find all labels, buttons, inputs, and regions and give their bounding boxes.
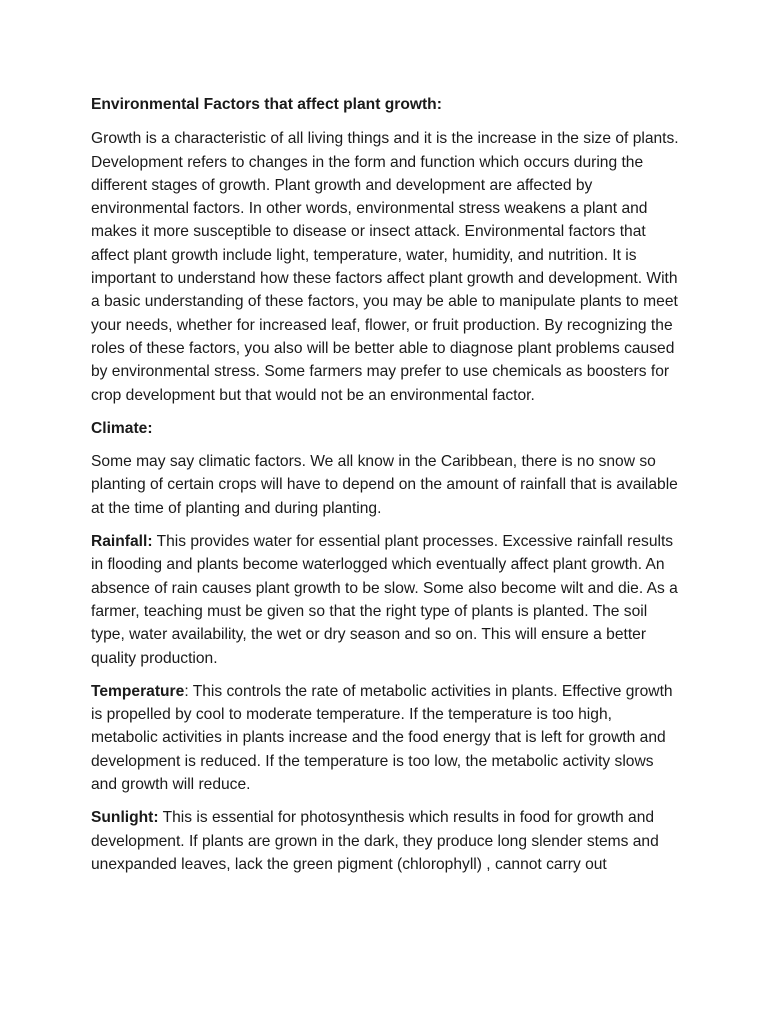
document-page [91,93,681,876]
climate-paragraph: Some may say climatic factors. We all know in the Caribbean, there is no snow so planting of certain crops will have to depend on the amount of rainfall that is available at the time of planting and during planting. [91,453,678,517]
rainfall-text: This provides water for essential plant processes. Excessive rainfall results in flooding and plants become waterlogged which eventually affect plant growth. An absence of rain causes plant growth to be slow. Some also become wilt and die. As a farmer, teaching must be given so that the right type of plants is planted. The soil type, water availability, the wet or dry season and so on. This will ensure a better quality production. [91,533,678,667]
temperature-paragraph [91,680,681,796]
climate-heading: Climate: [91,419,153,437]
rainfall-paragraph [91,530,681,670]
sunlight-label: Sunlight: [91,809,159,827]
temperature-label: Temperature [91,682,185,700]
intro-paragraph: Growth is a characteristic of all living things and it is the increase in the size of plants. Development refers to changes in the form and function which occurs during the different stages of growth. Plant growth and development are affected by environmental factors. In other words, environmental stress weakens a plant and makes it more susceptible to disease or insect attack. Environmental factors that affect plant growth include light, temperature, water, humidity, and nutrition. It is important to understand how these factors affect plant growth and development. With a basic understanding of these factors, you may be able to manipulate plants to meet your needs, whether for increased leaf, flower, or fruit production. By recognizing the roles of these factors, you also will be better able to diagnose plant problems caused by environmental stress. Some farmers may prefer to use chemicals as boosters for crop development but that would not be an environmental factor. [91,130,679,404]
sunlight-text: This is essential for photosynthesis which results in food for growth and development. If plants are grown in the dark, they produce long slender stems and unexpanded leaves, lack the green pigment (chlorophyll) , cannot carry out [91,809,659,873]
rainfall-label: Rainfall: [91,533,153,551]
temperature-text: : This controls the rate of metabolic activities in plants. Effective growth is propelled by cool to moderate temperature. If the temperature is too high, metabolic activities in plants increase and the food energy that is left for growth and development is reduced. If the temperature is too low, the metabolic activity slows and growth will reduce. [91,682,673,794]
sunlight-paragraph [91,806,681,876]
document-title: Environmental Factors that affect plant growth: [91,96,442,113]
